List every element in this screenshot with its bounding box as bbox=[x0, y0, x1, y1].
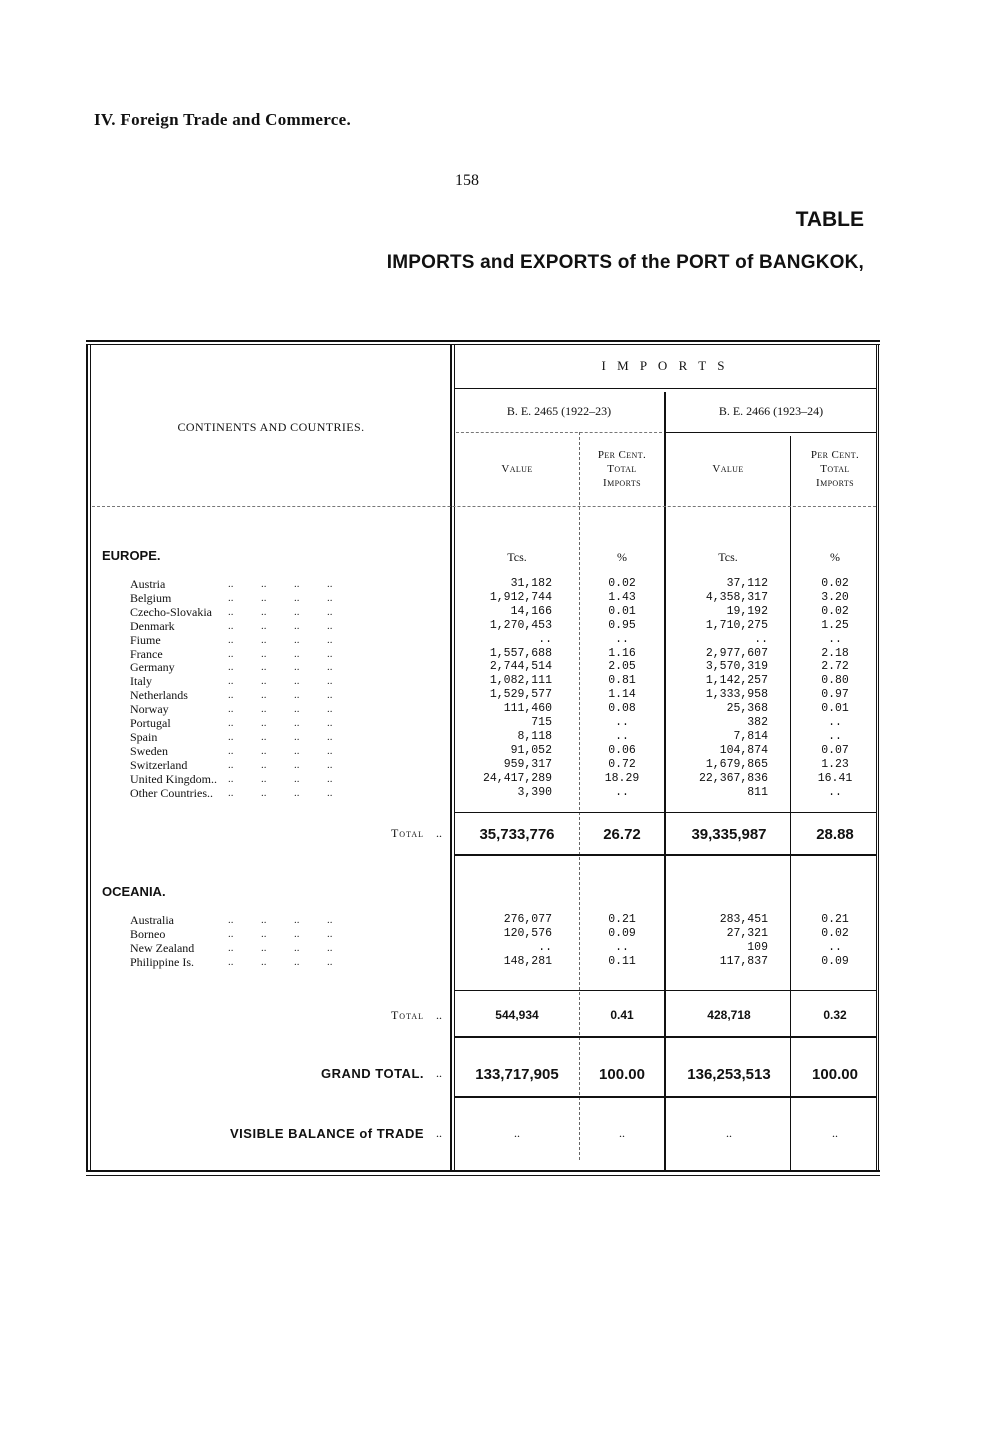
leader-dots: .. bbox=[436, 1126, 442, 1140]
leader-dots: .. .. .. .. bbox=[228, 730, 333, 743]
section-heading-oceania: OCEANIA. bbox=[102, 884, 166, 899]
total-percent-2: 28.88 bbox=[816, 826, 854, 843]
section-heading-europe: EUROPE. bbox=[102, 548, 161, 563]
value-1923: 4,358,317 bbox=[705, 590, 768, 604]
percent-header-2 bbox=[794, 448, 876, 490]
balance-percent-1: .. bbox=[619, 1126, 625, 1140]
value-1922: 276,077 bbox=[503, 913, 552, 926]
table-title: IMPORTS and EXPORTS of the PORT of BANGKOK, bbox=[386, 252, 864, 273]
value-1923: 37,112 bbox=[726, 577, 768, 590]
leader-dots: .. bbox=[436, 1066, 442, 1080]
leader-dots: .. bbox=[436, 826, 442, 840]
table-row bbox=[0, 716, 991, 730]
balance-row bbox=[0, 1126, 991, 1148]
table-row bbox=[0, 605, 991, 619]
country-name: Germany bbox=[130, 660, 175, 675]
header-bottom-rule bbox=[92, 506, 876, 507]
value-1923: 811 bbox=[747, 785, 768, 799]
percent-1923: 0.02 bbox=[821, 604, 849, 618]
bottom-rule-inner bbox=[86, 1175, 880, 1176]
percent-1922: 0.81 bbox=[608, 674, 636, 688]
percent-1922: 1.14 bbox=[608, 688, 636, 702]
total-value-1: 544,934 bbox=[495, 1008, 539, 1022]
value-1922: 8,118 bbox=[517, 729, 552, 743]
leader-dots: .. .. .. .. bbox=[228, 786, 333, 799]
percent-1922: .. bbox=[615, 716, 629, 729]
value-1922: 1,270,453 bbox=[489, 618, 552, 632]
unit-value-1: Tcs. bbox=[507, 550, 527, 564]
balance-value-1: .. bbox=[514, 1126, 520, 1140]
country-name: Borneo bbox=[130, 926, 166, 941]
table-row bbox=[0, 647, 991, 661]
oceania-total-top bbox=[454, 990, 876, 991]
country-name: Italy bbox=[130, 674, 152, 689]
percent-1922: 0.95 bbox=[608, 618, 636, 632]
grand-total-value-2: 136,253,513 bbox=[687, 1066, 771, 1083]
percent-1922: .. bbox=[615, 632, 629, 646]
percent-1923: 16.41 bbox=[817, 771, 853, 785]
table-row bbox=[0, 577, 991, 591]
leader-dots: .. .. .. .. bbox=[228, 703, 333, 716]
row-header: CONTINENTS AND COUNTRIES. bbox=[177, 420, 365, 434]
balance-value-2: .. bbox=[726, 1126, 732, 1140]
total-label: Total bbox=[390, 1008, 424, 1022]
total-label: Total bbox=[390, 826, 424, 840]
percent-1922: 18.29 bbox=[604, 771, 640, 785]
leader-dots: .. .. .. .. bbox=[228, 927, 333, 940]
percent-1923: 1.25 bbox=[821, 618, 849, 632]
grand-total-bottom bbox=[454, 1096, 876, 1098]
value-1923: 1,679,865 bbox=[705, 757, 768, 771]
balance-label: VISIBLE BALANCE of TRADE bbox=[230, 1126, 424, 1141]
country-name: New Zealand bbox=[130, 940, 195, 955]
value-1923: 3,570,319 bbox=[705, 660, 768, 674]
leader-dots: .. .. .. .. bbox=[228, 744, 333, 757]
country-name: Czecho-Slovakia bbox=[130, 604, 212, 619]
table-row bbox=[0, 702, 991, 716]
value-1923: 19,192 bbox=[726, 604, 768, 618]
country-name: Switzerland bbox=[130, 757, 188, 772]
value-1922: 24,417,289 bbox=[482, 771, 552, 785]
leader-dots: .. .. .. .. bbox=[228, 772, 333, 785]
europe-total-row bbox=[0, 826, 991, 848]
grand-total-value-1: 133,717,905 bbox=[475, 1066, 559, 1083]
value-1922: .. bbox=[538, 940, 552, 954]
value-1922: 120,576 bbox=[503, 926, 552, 940]
leader-dots: .. .. .. .. bbox=[228, 605, 333, 618]
percent-1923: 0.09 bbox=[821, 954, 849, 968]
percent-1923: .. bbox=[828, 729, 842, 743]
leader-dots: .. .. .. .. bbox=[228, 619, 333, 632]
percent-1923: 2.18 bbox=[821, 646, 849, 660]
table-row bbox=[0, 633, 991, 647]
country-name: United Kingdom.. bbox=[130, 771, 217, 786]
percent-header-line: Imports bbox=[816, 477, 854, 489]
country-name: Austria bbox=[130, 577, 166, 591]
grand-total-label: GRAND TOTAL. bbox=[320, 1066, 424, 1081]
value-1922: 3,390 bbox=[517, 785, 552, 799]
percent-header-1 bbox=[582, 448, 662, 490]
percent-1923: 1.23 bbox=[821, 757, 849, 771]
percent-header-line: Per Cent. bbox=[597, 449, 647, 461]
percent-1922: 0.02 bbox=[608, 577, 636, 590]
country-name: Portugal bbox=[130, 716, 171, 730]
oceania-total-row bbox=[0, 1008, 991, 1030]
total-percent-1: 26.72 bbox=[603, 826, 641, 843]
value-1923: 1,333,958 bbox=[705, 688, 768, 702]
country-name: Norway bbox=[130, 702, 169, 717]
percent-1923: 3.20 bbox=[821, 590, 849, 604]
leader-dots: .. .. .. .. bbox=[228, 591, 333, 604]
value-header-2: Value bbox=[712, 463, 744, 475]
leader-dots: .. .. .. .. bbox=[228, 758, 333, 771]
grand-total-percent-1: 100.00 bbox=[599, 1066, 645, 1083]
table-row bbox=[0, 619, 991, 633]
percent-header-line: Total bbox=[607, 463, 637, 475]
value-1922: 111,460 bbox=[503, 702, 552, 716]
percent-1922: 0.01 bbox=[608, 604, 636, 618]
country-name: Netherlands bbox=[130, 688, 188, 703]
leader-dots: .. .. .. .. bbox=[228, 941, 333, 954]
leader-dots: .. .. .. .. bbox=[228, 717, 333, 729]
oceania-total-bottom bbox=[454, 1036, 876, 1038]
leader-dots: .. .. .. .. bbox=[228, 647, 333, 660]
period2-underline bbox=[664, 432, 876, 433]
percent-1923: .. bbox=[828, 785, 842, 799]
value-1923: 25,368 bbox=[726, 702, 768, 716]
percent-1923: .. bbox=[828, 940, 842, 954]
table-row bbox=[0, 927, 991, 941]
value-1923: 27,321 bbox=[726, 926, 768, 940]
period1-underline bbox=[456, 432, 662, 433]
europe-total-bottom bbox=[454, 854, 876, 856]
country-name: Spain bbox=[130, 729, 158, 744]
value-1922: 14,166 bbox=[510, 604, 552, 618]
percent-1922: 0.08 bbox=[608, 702, 636, 716]
value-1923: 283,451 bbox=[719, 913, 768, 926]
page-number: 158 bbox=[455, 172, 479, 189]
percent-1923: 2.72 bbox=[821, 660, 849, 674]
europe-total-top bbox=[454, 812, 876, 813]
total-value-2: 39,335,987 bbox=[691, 826, 767, 843]
leader-dots: .. .. .. .. bbox=[228, 689, 333, 702]
value-1922: 31,182 bbox=[510, 577, 552, 590]
value-1922: 1,082,111 bbox=[489, 674, 552, 688]
col4-divider bbox=[790, 436, 791, 1170]
percent-header-line: Imports bbox=[603, 477, 641, 489]
country-name: Philippine Is. bbox=[130, 954, 195, 969]
value-1923: 104,874 bbox=[719, 743, 768, 757]
percent-1922: 0.06 bbox=[608, 743, 636, 757]
country-name: Australia bbox=[130, 913, 174, 927]
grand-total-percent-2: 100.00 bbox=[812, 1066, 858, 1083]
table-row bbox=[0, 955, 991, 969]
value-1923: 22,367,836 bbox=[698, 771, 768, 785]
leader-dots: .. .. .. .. bbox=[228, 675, 333, 688]
unit-percent-1: % bbox=[617, 550, 627, 564]
value-1922: 2,744,514 bbox=[489, 660, 552, 674]
top-rule-inner bbox=[86, 344, 880, 345]
value-1922: 1,912,744 bbox=[489, 590, 552, 604]
total-value-2: 428,718 bbox=[707, 1008, 751, 1022]
country-name: Belgium bbox=[130, 590, 172, 605]
leader-dots: .. .. .. .. bbox=[228, 955, 333, 968]
period-2-header: B. E. 2466 (1923–24) bbox=[718, 404, 824, 418]
leader-dots: .. bbox=[436, 1008, 442, 1022]
value-1922: .. bbox=[538, 632, 552, 646]
leader-dots: .. .. .. .. bbox=[228, 633, 333, 646]
value-1923: 382 bbox=[747, 716, 768, 729]
percent-1922: 2.05 bbox=[608, 660, 636, 674]
percent-1923: 0.01 bbox=[821, 702, 849, 716]
imports-underline bbox=[454, 388, 876, 389]
percent-1923: 0.02 bbox=[821, 577, 849, 590]
percent-1922: 0.11 bbox=[608, 954, 636, 968]
value-1923: 117,837 bbox=[719, 954, 768, 968]
percent-1923: 0.80 bbox=[821, 674, 849, 688]
total-percent-1: 0.41 bbox=[610, 1008, 634, 1022]
leader-dots: .. .. .. .. bbox=[228, 578, 333, 590]
table-row bbox=[0, 674, 991, 688]
value-1923: 2,977,607 bbox=[705, 646, 768, 660]
table-row bbox=[0, 941, 991, 955]
table-row bbox=[0, 591, 991, 605]
leader-dots: .. .. .. .. bbox=[228, 914, 333, 926]
grand-total-row bbox=[0, 1066, 991, 1088]
table-row bbox=[0, 786, 991, 800]
unit-value-2: Tcs. bbox=[718, 550, 738, 564]
value-1923: 1,710,275 bbox=[705, 618, 768, 632]
value-header-1: Value bbox=[501, 463, 533, 475]
percent-1922: 0.09 bbox=[608, 926, 636, 940]
percent-header-line: Per Cent. bbox=[810, 449, 860, 461]
percent-header-line: Total bbox=[820, 463, 850, 475]
percent-1923: .. bbox=[828, 632, 842, 646]
table-label: TABLE bbox=[795, 208, 864, 231]
percent-1923: 0.02 bbox=[821, 926, 849, 940]
percent-1923: 0.07 bbox=[821, 743, 849, 757]
country-name: France bbox=[130, 646, 163, 661]
balance-percent-2: .. bbox=[832, 1126, 838, 1140]
country-name: Other Countries.. bbox=[130, 785, 213, 800]
percent-1923: 0.21 bbox=[821, 913, 849, 926]
value-1923: .. bbox=[754, 632, 768, 646]
percent-1922: 0.21 bbox=[608, 913, 636, 926]
value-1922: 1,529,577 bbox=[489, 688, 552, 702]
percent-1922: 0.72 bbox=[608, 757, 636, 771]
table-row bbox=[0, 660, 991, 674]
percent-1922: .. bbox=[615, 785, 629, 799]
country-name: Sweden bbox=[130, 743, 168, 758]
imports-group-header: I M P O R T S bbox=[601, 358, 729, 373]
value-1923: 1,142,257 bbox=[705, 674, 768, 688]
percent-1922: .. bbox=[615, 729, 629, 743]
value-1923: 109 bbox=[747, 940, 768, 954]
percent-1922: 1.16 bbox=[608, 646, 636, 660]
percent-1922: 1.43 bbox=[608, 590, 636, 604]
unit-percent-2: % bbox=[830, 550, 840, 564]
value-1922: 959,317 bbox=[503, 757, 552, 771]
table-row bbox=[0, 758, 991, 772]
country-name: Fiume bbox=[130, 632, 161, 647]
table-row bbox=[0, 730, 991, 744]
percent-1923: .. bbox=[828, 716, 842, 729]
table-row bbox=[0, 772, 991, 786]
table-row bbox=[0, 744, 991, 758]
top-rule bbox=[86, 340, 880, 342]
percent-1922: .. bbox=[615, 940, 629, 954]
bottom-rule bbox=[86, 1170, 880, 1172]
value-1922: 91,052 bbox=[510, 743, 552, 757]
value-1922: 148,281 bbox=[503, 954, 552, 968]
total-value-1: 35,733,776 bbox=[479, 826, 555, 843]
leader-dots: .. .. .. .. bbox=[228, 661, 333, 674]
total-percent-2: 0.32 bbox=[823, 1008, 847, 1022]
table-row bbox=[0, 913, 991, 927]
section-heading: IV. Foreign Trade and Commerce. bbox=[94, 110, 352, 129]
value-1922: 1,557,688 bbox=[489, 646, 552, 660]
period-1-header: B. E. 2465 (1922–23) bbox=[506, 404, 612, 418]
value-1922: 715 bbox=[531, 716, 552, 729]
percent-1923: 0.97 bbox=[821, 688, 849, 702]
table-row bbox=[0, 688, 991, 702]
country-name: Denmark bbox=[130, 618, 175, 633]
value-1923: 7,814 bbox=[733, 729, 768, 743]
